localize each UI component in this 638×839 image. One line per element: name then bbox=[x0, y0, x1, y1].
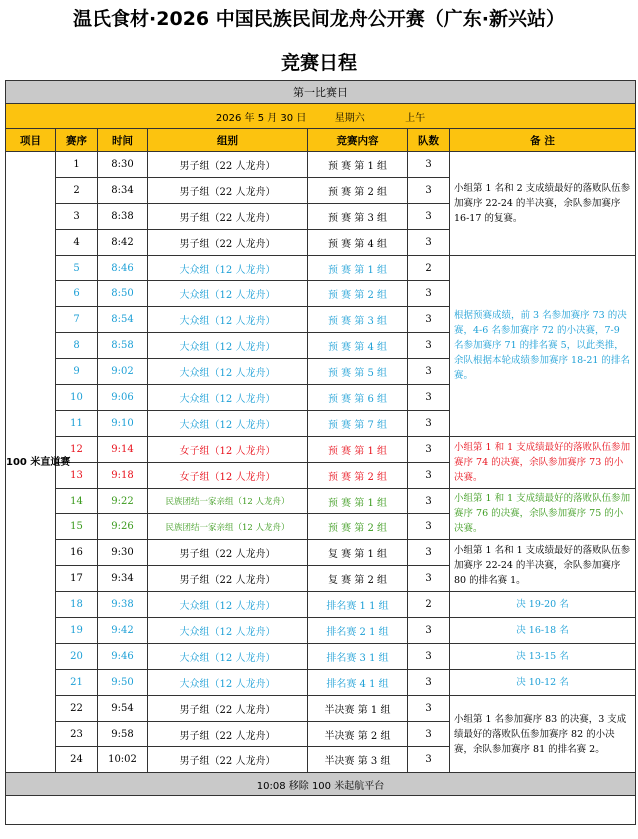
race-group: 男子组（22 人龙舟） bbox=[148, 747, 308, 773]
race-content: 半决赛 第 1 组 bbox=[308, 695, 408, 721]
race-group: 大众组（12 人龙舟） bbox=[148, 385, 308, 411]
session-text: 上午 bbox=[405, 112, 426, 124]
race-content: 预 赛 第 2 组 bbox=[308, 281, 408, 307]
team-count: 3 bbox=[408, 669, 450, 695]
race-group: 男子组（22 人龙舟） bbox=[148, 721, 308, 747]
race-number: 24 bbox=[56, 747, 98, 773]
race-note: 小组第 1 名和 1 支成绩最好的落败队伍参加赛序 22-24 的半决赛，余队参加赛序 80 的排名赛 1。 bbox=[450, 540, 636, 592]
team-count: 3 bbox=[408, 385, 450, 411]
race-content: 预 赛 第 1 组 bbox=[308, 255, 408, 281]
race-note: 决 16-18 名 bbox=[450, 618, 636, 644]
team-count: 3 bbox=[408, 540, 450, 566]
race-number: 1 bbox=[56, 152, 98, 178]
team-count: 3 bbox=[408, 462, 450, 488]
race-content: 预 赛 第 7 组 bbox=[308, 410, 408, 436]
race-group: 大众组（12 人龙舟） bbox=[148, 307, 308, 333]
schedule-row bbox=[6, 488, 636, 514]
page-title: 温氏食材·2026 中国民族民间龙舟公开赛（广东·新兴站） bbox=[73, 8, 565, 30]
team-count: 3 bbox=[408, 695, 450, 721]
event-name: 100 米直道赛 bbox=[6, 152, 56, 773]
day-label: 第一比赛日 bbox=[6, 81, 636, 104]
race-content: 预 赛 第 4 组 bbox=[308, 333, 408, 359]
header-event: 项目 bbox=[6, 129, 56, 152]
race-number: 13 bbox=[56, 462, 98, 488]
race-group: 男子组（22 人龙舟） bbox=[148, 229, 308, 255]
date-line bbox=[6, 104, 636, 129]
race-content: 预 赛 第 3 组 bbox=[308, 203, 408, 229]
race-time: 9:54 bbox=[98, 695, 148, 721]
header-notes: 备 注 bbox=[450, 129, 636, 152]
race-content: 半决赛 第 2 组 bbox=[308, 721, 408, 747]
race-note: 决 13-15 名 bbox=[450, 643, 636, 669]
race-number: 21 bbox=[56, 669, 98, 695]
race-group: 大众组（12 人龙舟） bbox=[148, 643, 308, 669]
race-content: 排名赛 2 1 组 bbox=[308, 618, 408, 644]
header-content: 竞赛内容 bbox=[308, 129, 408, 152]
race-content: 预 赛 第 1 组 bbox=[308, 488, 408, 514]
team-count: 3 bbox=[408, 747, 450, 773]
team-count: 3 bbox=[408, 229, 450, 255]
race-number: 22 bbox=[56, 695, 98, 721]
race-content: 预 赛 第 5 组 bbox=[308, 359, 408, 385]
day-label-row bbox=[6, 81, 636, 104]
race-number: 6 bbox=[56, 281, 98, 307]
race-note: 小组第 1 名参加赛序 83 的决赛，3 支成绩最好的落败队伍参加赛序 82 的小决赛，余队参加赛序 81 的排名赛 2。 bbox=[450, 695, 636, 773]
team-count: 3 bbox=[408, 281, 450, 307]
race-number: 23 bbox=[56, 721, 98, 747]
race-group: 民族团结一家亲组（12 人龙舟） bbox=[148, 514, 308, 540]
race-number: 11 bbox=[56, 410, 98, 436]
race-group: 女子组（12 人龙舟） bbox=[148, 436, 308, 462]
race-number: 12 bbox=[56, 436, 98, 462]
race-number: 20 bbox=[56, 643, 98, 669]
team-count: 3 bbox=[408, 177, 450, 203]
race-group: 大众组（12 人龙舟） bbox=[148, 618, 308, 644]
race-time: 8:58 bbox=[98, 333, 148, 359]
weekday-text: 星期六 bbox=[334, 112, 365, 124]
race-number: 2 bbox=[56, 177, 98, 203]
team-count: 3 bbox=[408, 359, 450, 385]
race-group: 男子组（22 人龙舟） bbox=[148, 566, 308, 592]
race-content: 预 赛 第 2 组 bbox=[308, 177, 408, 203]
footer-note: 10:08 移除 100 米起航平台 bbox=[6, 773, 636, 796]
race-group: 民族团结一家亲组（12 人龙舟） bbox=[148, 488, 308, 514]
schedule-row bbox=[6, 152, 636, 178]
race-number: 9 bbox=[56, 359, 98, 385]
race-content: 预 赛 第 6 组 bbox=[308, 385, 408, 411]
race-content: 复 赛 第 1 组 bbox=[308, 540, 408, 566]
race-group: 大众组（12 人龙舟） bbox=[148, 410, 308, 436]
header-no: 赛序 bbox=[56, 129, 98, 152]
race-content: 预 赛 第 1 组 bbox=[308, 436, 408, 462]
race-group: 男子组（22 人龙舟） bbox=[148, 203, 308, 229]
race-time: 9:18 bbox=[98, 462, 148, 488]
race-content: 半决赛 第 3 组 bbox=[308, 747, 408, 773]
team-count: 3 bbox=[408, 333, 450, 359]
race-time: 9:30 bbox=[98, 540, 148, 566]
header-row bbox=[6, 129, 636, 152]
race-number: 18 bbox=[56, 592, 98, 618]
race-time: 9:34 bbox=[98, 566, 148, 592]
race-group: 大众组（12 人龙舟） bbox=[148, 255, 308, 281]
race-group: 大众组（12 人龙舟） bbox=[148, 359, 308, 385]
race-content: 复 赛 第 2 组 bbox=[308, 566, 408, 592]
team-count: 3 bbox=[408, 618, 450, 644]
race-content: 预 赛 第 2 组 bbox=[308, 462, 408, 488]
race-time: 8:34 bbox=[98, 177, 148, 203]
race-time: 9:06 bbox=[98, 385, 148, 411]
race-number: 8 bbox=[56, 333, 98, 359]
race-time: 9:58 bbox=[98, 721, 148, 747]
race-group: 男子组（22 人龙舟） bbox=[148, 695, 308, 721]
race-note: 根据预赛成绩，前 3 名参加赛序 73 的决赛，4-6 名参加赛序 72 的小决赛，7-9 名参加赛序 71 的排名赛 5，以此类推，余队根据本轮成绩参加赛序 18-21 的排名赛。 bbox=[450, 255, 636, 436]
schedule-table bbox=[5, 80, 636, 825]
race-group: 大众组（12 人龙舟） bbox=[148, 592, 308, 618]
header-time: 时间 bbox=[98, 129, 148, 152]
schedule-row bbox=[6, 618, 636, 644]
team-count: 3 bbox=[408, 152, 450, 178]
race-time: 8:38 bbox=[98, 203, 148, 229]
race-note: 决 10-12 名 bbox=[450, 669, 636, 695]
race-time: 9:02 bbox=[98, 359, 148, 385]
race-group: 女子组（12 人龙舟） bbox=[148, 462, 308, 488]
race-number: 7 bbox=[56, 307, 98, 333]
race-time: 9:14 bbox=[98, 436, 148, 462]
header-teams: 队数 bbox=[408, 129, 450, 152]
date-row bbox=[6, 104, 636, 129]
footer-row bbox=[6, 773, 636, 796]
race-time: 10:02 bbox=[98, 747, 148, 773]
team-count: 2 bbox=[408, 592, 450, 618]
team-count: 3 bbox=[408, 307, 450, 333]
race-number: 15 bbox=[56, 514, 98, 540]
race-content: 排名赛 3 1 组 bbox=[308, 643, 408, 669]
race-time: 9:38 bbox=[98, 592, 148, 618]
race-time: 9:22 bbox=[98, 488, 148, 514]
blank-row bbox=[6, 796, 636, 825]
race-content: 预 赛 第 4 组 bbox=[308, 229, 408, 255]
schedule-row bbox=[6, 540, 636, 566]
date-text: 2026 年 5 月 30 日 bbox=[215, 112, 307, 124]
race-time: 9:46 bbox=[98, 643, 148, 669]
race-time: 9:42 bbox=[98, 618, 148, 644]
race-time: 8:50 bbox=[98, 281, 148, 307]
race-content: 排名赛 4 1 组 bbox=[308, 669, 408, 695]
schedule-row bbox=[6, 592, 636, 618]
race-note: 小组第 1 名和 2 支成绩最好的落败队伍参加赛序 22-24 的半决赛，余队参加赛序 16-17 的复赛。 bbox=[450, 152, 636, 256]
race-time: 8:42 bbox=[98, 229, 148, 255]
race-group: 男子组（22 人龙舟） bbox=[148, 152, 308, 178]
schedule-row bbox=[6, 255, 636, 281]
race-group: 大众组（12 人龙舟） bbox=[148, 281, 308, 307]
schedule-row bbox=[6, 669, 636, 695]
team-count: 3 bbox=[408, 488, 450, 514]
team-count: 2 bbox=[408, 255, 450, 281]
team-count: 3 bbox=[408, 436, 450, 462]
race-note: 小组第 1 和 1 支成绩最好的落败队伍参加赛序 74 的决赛，余队参加赛序 73 的小决赛。 bbox=[450, 436, 636, 488]
header-group: 组别 bbox=[148, 129, 308, 152]
race-note: 决 19-20 名 bbox=[450, 592, 636, 618]
team-count: 3 bbox=[408, 566, 450, 592]
team-count: 3 bbox=[408, 643, 450, 669]
race-number: 19 bbox=[56, 618, 98, 644]
race-number: 16 bbox=[56, 540, 98, 566]
race-time: 9:26 bbox=[98, 514, 148, 540]
race-group: 男子组（22 人龙舟） bbox=[148, 177, 308, 203]
schedule-row bbox=[6, 643, 636, 669]
race-time: 8:30 bbox=[98, 152, 148, 178]
team-count: 3 bbox=[408, 721, 450, 747]
page-subtitle: 竞赛日程 bbox=[280, 52, 357, 74]
team-count: 3 bbox=[408, 203, 450, 229]
race-content: 预 赛 第 1 组 bbox=[308, 152, 408, 178]
race-time: 9:50 bbox=[98, 669, 148, 695]
race-content: 预 赛 第 2 组 bbox=[308, 514, 408, 540]
race-group: 大众组（12 人龙舟） bbox=[148, 333, 308, 359]
team-count: 3 bbox=[408, 410, 450, 436]
race-group: 大众组（12 人龙舟） bbox=[148, 669, 308, 695]
race-number: 17 bbox=[56, 566, 98, 592]
race-number: 4 bbox=[56, 229, 98, 255]
race-content: 排名赛 1 1 组 bbox=[308, 592, 408, 618]
race-time: 8:46 bbox=[98, 255, 148, 281]
race-number: 10 bbox=[56, 385, 98, 411]
race-content: 预 赛 第 3 组 bbox=[308, 307, 408, 333]
race-number: 3 bbox=[56, 203, 98, 229]
blank-cell bbox=[6, 796, 636, 825]
race-number: 14 bbox=[56, 488, 98, 514]
race-note: 小组第 1 和 1 支成绩最好的落败队伍参加赛序 76 的决赛，余队参加赛序 75 的小决赛。 bbox=[450, 488, 636, 540]
schedule-row bbox=[6, 695, 636, 721]
race-number: 5 bbox=[56, 255, 98, 281]
team-count: 3 bbox=[408, 514, 450, 540]
race-group: 男子组（22 人龙舟） bbox=[148, 540, 308, 566]
schedule-row bbox=[6, 436, 636, 462]
race-time: 8:54 bbox=[98, 307, 148, 333]
race-time: 9:10 bbox=[98, 410, 148, 436]
